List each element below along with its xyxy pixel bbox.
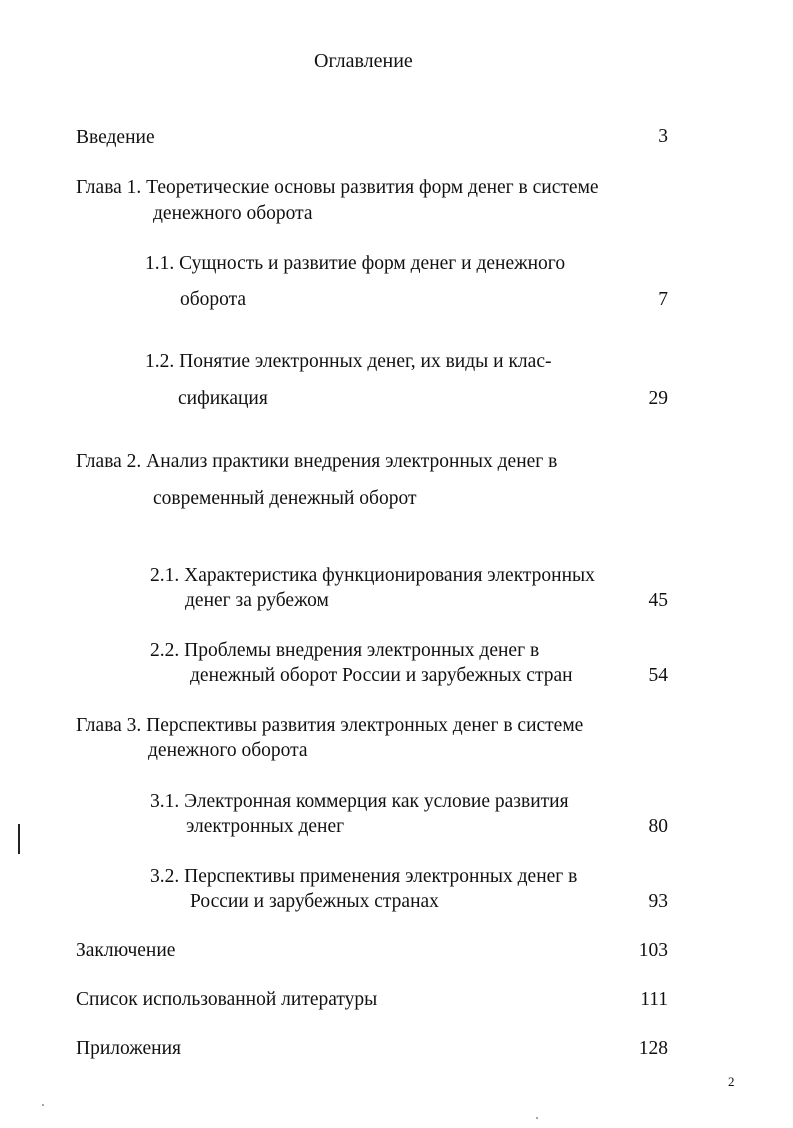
toc-page-2-1: 45: [648, 590, 668, 611]
toc-chapter-2-line2: современный денежный оборот: [153, 488, 417, 509]
page-title: Оглавление: [314, 50, 413, 72]
toc-entry-intro: Введение: [76, 127, 155, 148]
toc-chapter-3-line1: Глава 3. Перспективы развития электронных денег в системе: [76, 715, 584, 736]
toc-page-3-1: 80: [648, 816, 668, 837]
toc-section-3-2-line2: России и зарубежных странах: [190, 891, 439, 912]
toc-entry-references: Список использованной литературы: [76, 989, 378, 1010]
toc-section-2-1-line2: денег за рубежом: [185, 590, 329, 611]
toc-chapter-2-line1: Глава 2. Анализ практики внедрения электронных денег в: [76, 451, 558, 472]
toc-section-3-2-line1: 3.2. Перспективы применения электронных денег в: [150, 866, 578, 887]
toc-page-conclusion: 103: [638, 940, 668, 961]
scan-margin-mark: [18, 824, 20, 854]
toc-section-3-1-line2: электронных денег: [186, 816, 345, 837]
toc-section-1-1-line1: 1.1. Сущность и развитие форм денег и денежного: [145, 253, 566, 274]
toc-page-1-2: 29: [648, 388, 668, 409]
toc-entry-appendix: Приложения: [76, 1038, 181, 1059]
toc-chapter-3-line2: денежного оборота: [148, 740, 308, 761]
toc-page-1-1: 7: [658, 289, 668, 310]
toc-page-appendix: 128: [638, 1038, 668, 1059]
toc-section-1-2-line1: 1.2. Понятие электронных денег, их виды и клас-: [145, 351, 552, 372]
toc-page-intro: 3: [658, 126, 668, 147]
toc-page-2-2: 54: [648, 665, 668, 686]
page-number: 2: [728, 1074, 735, 1089]
toc-section-2-1-line1: 2.1. Характеристика функционирования электронных: [150, 565, 595, 586]
toc-section-1-2-line2: сификация: [178, 388, 268, 409]
scan-speck: [42, 1104, 44, 1106]
toc-section-1-1-line2: оборота: [180, 289, 247, 310]
scan-speck: [536, 1117, 538, 1119]
toc-section-2-2-line1: 2.2. Проблемы внедрения электронных денег в: [150, 640, 540, 661]
toc-chapter-1-line1: Глава 1. Теоретические основы развития форм денег в системе: [76, 177, 599, 198]
toc-section-3-1-line1: 3.1. Электронная коммерция как условие развития: [150, 791, 569, 812]
toc-page-3-2: 93: [648, 891, 668, 912]
toc-entry-conclusion: Заключение: [76, 940, 176, 961]
toc-page-references: 111: [640, 989, 668, 1010]
toc-section-2-2-line2: денежный оборот России и зарубежных стран: [190, 665, 573, 686]
toc-chapter-1-line2: денежного оборота: [153, 203, 313, 224]
